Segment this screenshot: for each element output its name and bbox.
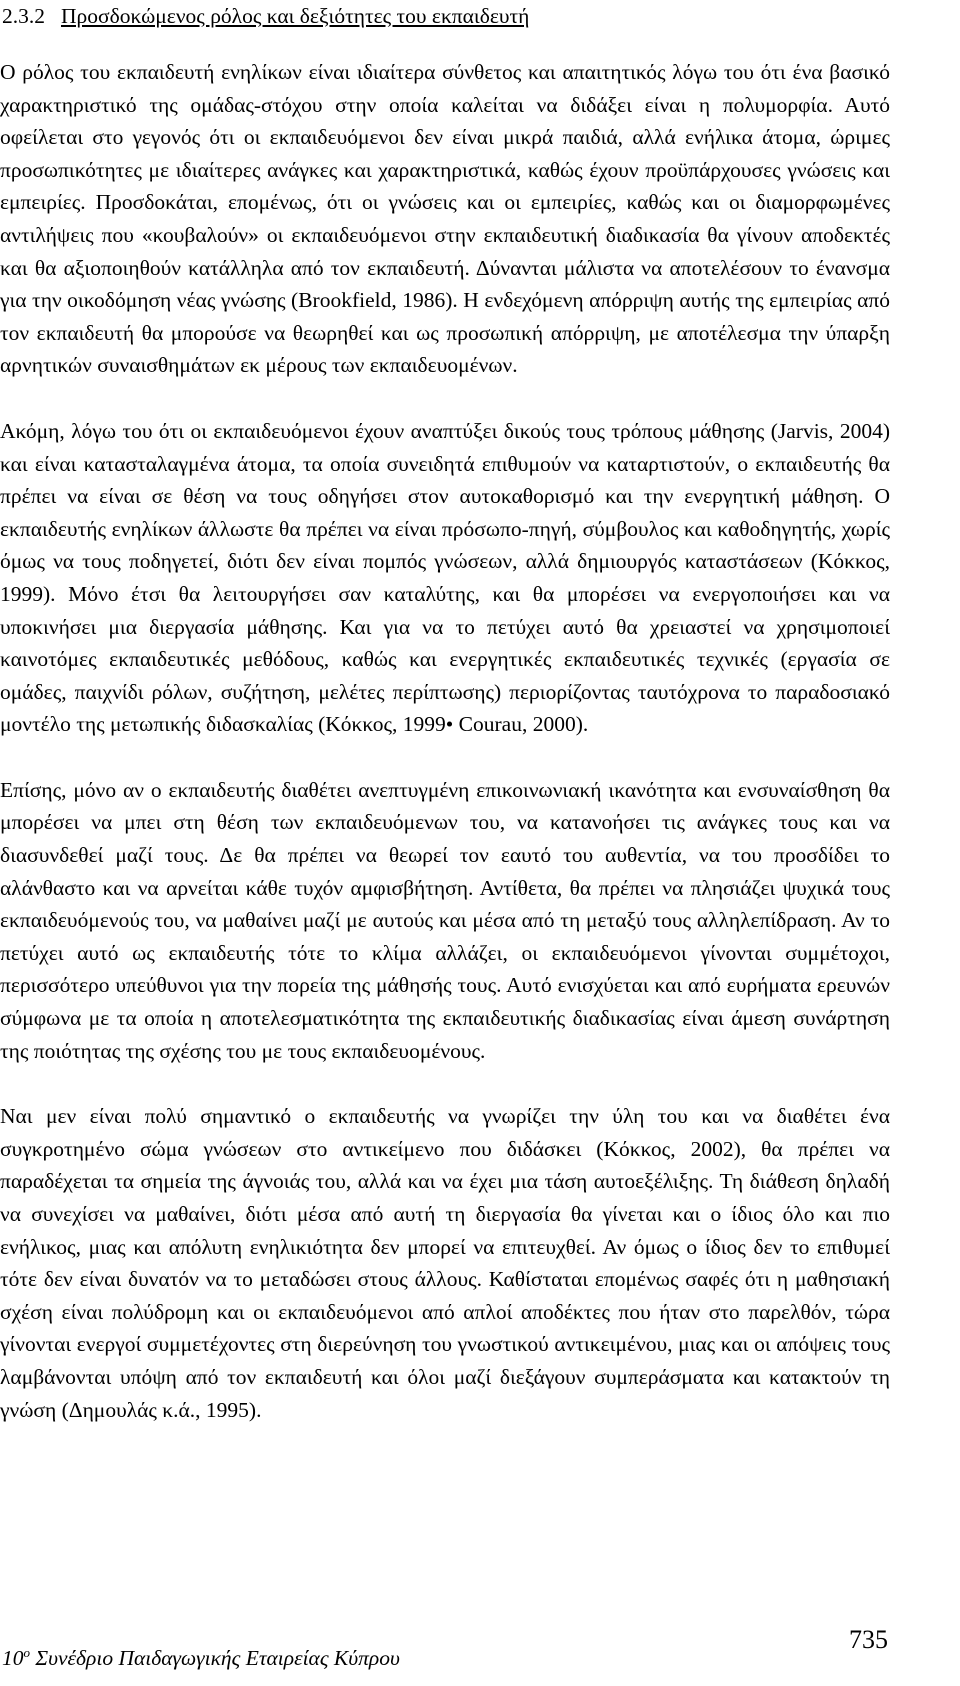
body-text (0, 56, 890, 1426)
section-number: 2.3.2 (2, 4, 45, 28)
section-heading (2, 2, 529, 30)
conference-name: Συνέδριο Παιδαγωγικής Εταιρείας Κύπρου (35, 1646, 400, 1670)
paragraph-2: Ακόμη, λόγω του ότι οι εκπαιδευόμενοι έχουν αναπτύξει δικούς τους τρόπους μάθησης (Jarvis, 2004) και είναι κατασταλαγμένα άτομα, τα οποία συνειδητά επιθυμούν να καταρτιστούν, ο εκπαιδευτής θα πρέπει να είναι σε θέση να τους οδηγήσει στον αυτοκαθορισμό και την ενεργητική μάθηση. Ο εκπαιδευτής ενηλίκων άλλωστε θα πρέπει να είναι πρόσωπο-πηγή, σύμβουλος και καθοδηγητής, χωρίς όμως να τους ποδηγετεί, διότι δεν είναι πομπός γνώσεων, αλλά δημιουργός καταστάσεων (Κόκκος, 1999). Μόνο έτσι θα λειτουργήσει σαν καταλύτης, και θα μπορέσει να ενεργοποιήσει και να υποκινήσει μια διεργασία μάθησης. Και για να το πετύχει αυτό θα χρειαστεί να χρησιμοποιεί καινοτόμες εκπαιδευτικές μεθόδους, καθώς και ενεργητικές εκπαιδευτικές τεχνικές (εργασία σε ομάδες, παιχνίδι ρόλων, συζήτηση, μελέτες περίπτωσης) περιορίζοντας ταυτόχρονα το παραδοσιακό μοντέλο της μετωπικής διδασκαλίας (Κόκκος, 1999• Courau, 2000). (0, 418, 890, 737)
page-number: 735 (849, 1625, 888, 1654)
conference-number: 10 (2, 1646, 24, 1670)
footer-conference (2, 1643, 400, 1673)
paragraph-3: Επίσης, μόνο αν ο εκπαιδευτής διαθέτει ανεπτυγμένη επικοινωνιακή ικανότητα και ενσυναίσθηση θα μπορέσει να μπει στη θέση των εκπαιδευόμενων του, να κατανοήσει τις ανάγκες τους και να διασυνδεθεί μαζί τους. Δε θα πρέπει να θεωρεί τον εαυτό του αυθεντία, να του προσδίδει το αλάνθαστο και να αρνείται κάθε τυχόν αμφισβήτηση. Αντίθετα, θα πρέπει να πλησιάζει ψυχικά τους εκπαιδευόμενούς του, να μαθαίνει μαζί με αυτούς και μέσα από τη μεταξύ τους αλληλεπίδραση. Αν το πετύχει αυτό ως εκπαιδευτής τότε το κλίμα αλλάζει, οι εκπαιδευόμενοι γίνονται συμμέτοχοι, περισσότερο υπεύθυνοι για την πορεία της μάθησής τους. Αυτό ενισχύεται και από ευρήματα ερευνών σύμφωνα με τα οποία η αποτελεσματικότητα της εκπαιδευτικής διαδικασίας είναι άμεση συνάρτηση της ποιότητας της σχέσης του με τους εκπαιδευομένους. (0, 777, 890, 1063)
paragraph-1: Ο ρόλος του εκπαιδευτή ενηλίκων είναι ιδιαίτερα σύνθετος και απαιτητικός λόγω του ότι ένα βασικό χαρακτηριστικό της ομάδας-στόχου στην οποία καλείται να διδάξει είναι η πολυμορφία. Αυτό οφείλεται στο γεγονός ότι οι εκπαιδευόμενοι δεν είναι μικρά παιδιά, αλλά ενήλικα άτομα, ώριμες προσωπικότητες με ιδιαίτερες ανάγκες και χαρακτηριστικά, καθώς έχουν προϋπάρχουσες γνώσεις και εμπειρίες. Προσδοκάται, επομένως, ότι οι γνώσεις και οι εμπειρίες, καθώς και οι διαμορφωμένες αντιλήψεις που «κουβαλούν» οι εκπαιδευόμενοι στην εκπαιδευτική διαδικασία θα γίνουν αποδεκτές και θα αξιοποιηθούν κατάλληλα από τον εκπαιδευτή. Δύνανται μάλιστα να αποτελέσουν το ένανσμα για την οικοδόμηση νέας γνώσης (Brookfield, 1986). Η ενδεχόμενη απόρριψη αυτής της εμπειρίας από τον εκπαιδευτή θα μπορούσε να θεωρηθεί και ως προσωπική απόρριψη, με αποτέλεσμα την ύπαρξη αρνητικών συναισθημάτων εκ μέρους των εκπαιδευομένων. (0, 60, 890, 378)
paragraph-4: Ναι μεν είναι πολύ σημαντικό ο εκπαιδευτής να γνωρίζει την ύλη του και να διαθέτει ένα συγκροτημένο σώμα γνώσεων στο αντικείμενο που διδάσκει (Κόκκος, 2002), θα πρέπει να παραδέχεται τα σημεία της άγνοιάς του, αλλά και να έχει μια τάση αυτοεξέλιξης. Τη διάθεση δηλαδή να συνεχίσει να μαθαίνει, διότι μέσα από αυτή τη διεργασία θα γίνεται και ο ίδιος όλο και πιο ενήλικος, μιας και απόλυτη ενηλικιότητα δεν μπορεί να επιτευχθεί. Αν όμως ο ίδιος δεν το επιθυμεί τότε δεν είναι δυνατόν να το μεταδώσει στους άλλους. Καθίσταται επομένως σαφές ότι η μαθησιακή σχέση είναι πολύδρομη και οι εκπαιδευόμενοι από απλοί αποδέκτες που ήταν στο παρελθόν, τώρα γίνονται ενεργοί συμμετέχοντες στη διερεύνηση του γνωστικού αντικειμένου, μιας και οι απόψεις τους λαμβάνονται υπόψη από τον εκπαιδευτή και όλοι μαζί διεξάγουν συμπεράσματα και κατακτούν τη γνώση (Δημουλάς κ.ά., 1995). (0, 1104, 890, 1422)
conference-ordinal: ο (23, 1644, 30, 1660)
section-title: Προσδοκώμενος ρόλος και δεξιότητες του εκπαιδευτή (61, 4, 530, 28)
